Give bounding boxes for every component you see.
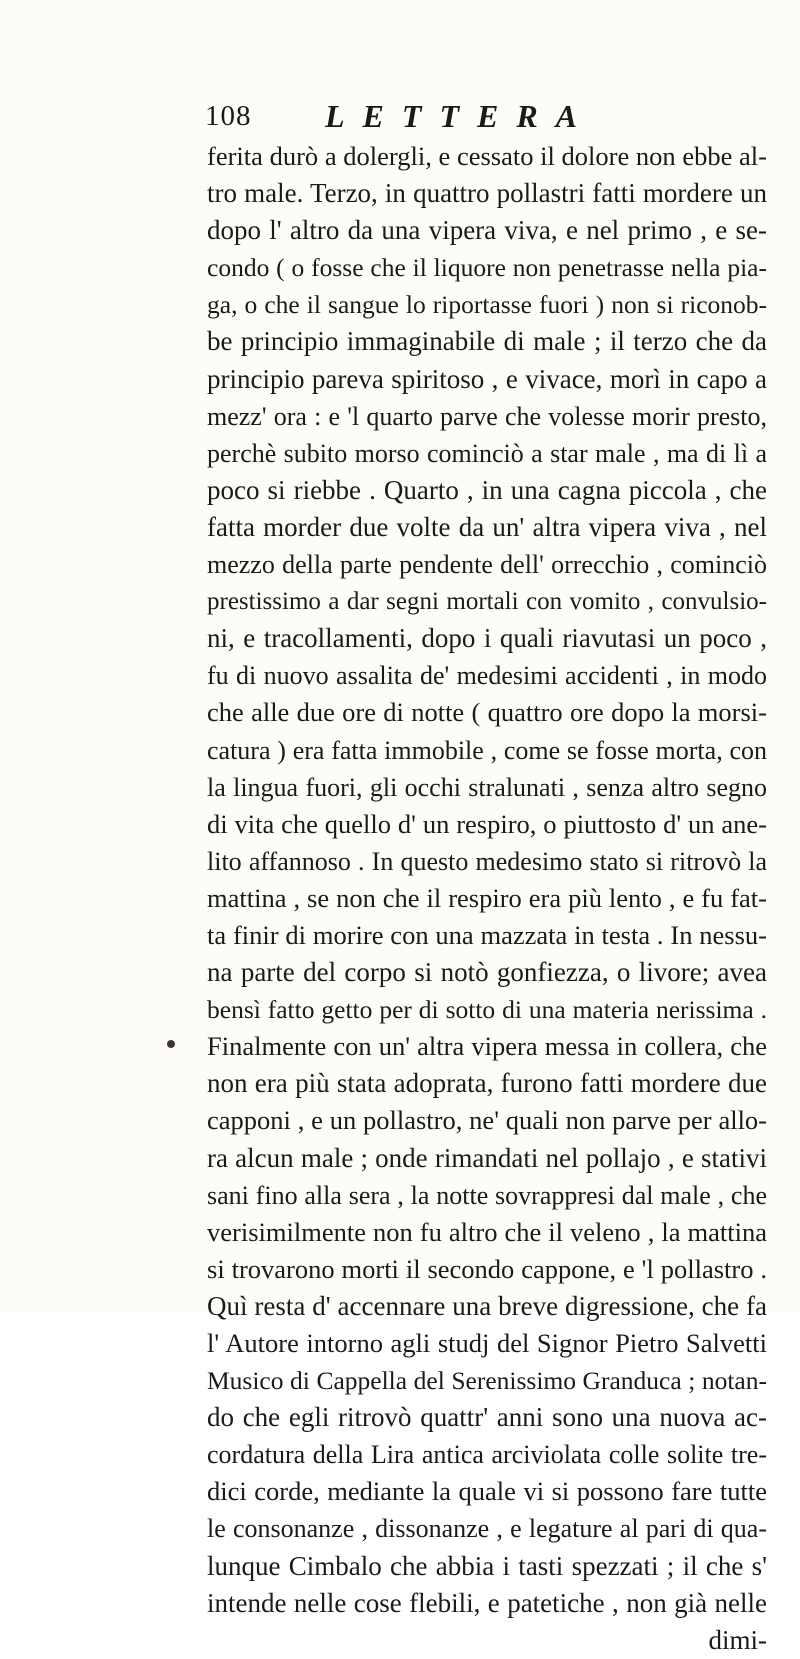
text-line: na parte del corpo si notò gonfiezza, o livore; avea	[207, 957, 767, 988]
margin-dot	[167, 1040, 175, 1048]
text-line: che alle due ore di notte ( quattro ore dopo la morsi-	[207, 697, 767, 728]
text-line: fatta morder due volte da un' altra vipera viva , nel	[207, 511, 767, 542]
text-line: mattina , se non che il respiro era più lento , e fu fat-	[207, 882, 767, 913]
text-line: sani fino alla sera , la notte sovrappresi dal male , che	[207, 1180, 767, 1210]
body-text	[207, 138, 767, 1659]
text-line: prestissimo a dar segni mortali con vomito , convulsio-	[207, 588, 767, 616]
text-line: le consonanze , dissonanze , e legature al pari di qua-	[207, 1514, 767, 1544]
text-line: tro male. Terzo, in quattro pollastri fatti mordere un	[207, 178, 767, 209]
text-line: ni, e tracollamenti, dopo i quali riavutasi un poco ,	[207, 623, 767, 654]
text-line: la lingua fuori, gli occhi stralunati , senza altro segno	[207, 772, 767, 802]
page-number: 108	[205, 100, 252, 132]
text-line: mezzo della parte pendente dell' orrecchio , cominciò	[207, 550, 767, 580]
text-line: dopo l' altro da una vipera viva, e nel primo , e se-	[207, 215, 767, 246]
text-line: principio pareva spiritoso , e vivace, morì in capo a	[207, 363, 767, 394]
page-header	[205, 98, 665, 138]
text-line: di vita che quello d' un respiro, o piuttosto d' un ane-	[207, 808, 767, 839]
text-line: intende nelle cose flebili, e patetiche , non già nelle	[207, 1587, 767, 1618]
text-line: Musico di Cappella del Serenissimo Granduca ; notan-	[207, 1366, 767, 1396]
text-line: poco si riebbe . Quarto , in una cagna piccola , che	[207, 474, 767, 505]
text-line: be principio immaginabile di male ; il terzo che da	[207, 326, 767, 357]
text-line: si trovarono morti il secondo cappone, e 'l pollastro .	[207, 1253, 767, 1284]
text-line: ferita durò a dolergli, e cessato il dolore non ebbe al-	[207, 141, 767, 171]
text-line: ta finir di morire con una mazzata in testa . In nessu-	[207, 919, 767, 950]
text-line: Quì resta d' accennare una breve digressione, che fa	[207, 1290, 767, 1321]
text-line: lunque Cimbalo che abbia i tasti spezzati ; il che s'	[207, 1550, 767, 1581]
text-line: cordatura della Lira antica arciviolata colle solite tre-	[207, 1440, 767, 1470]
text-line: ga, o che il sangue lo riportasse fuori ) non si riconob-	[207, 290, 767, 320]
text-line: mezz' ora : e 'l quarto parve che volesse morir presto,	[207, 401, 767, 431]
catchword: dimi-	[708, 1624, 767, 1655]
text-line: l' Autore intorno agli studj del Signor Pietro Salvetti	[207, 1328, 767, 1358]
text-line: condo ( o fosse che il liquore non penetrasse nella pia-	[207, 253, 767, 283]
text-line: catura ) era fatta immobile , come se fosse morta, con	[207, 735, 767, 765]
text-line: lito affannoso . In questo medesimo stato si ritrovò la	[207, 846, 767, 876]
text-line: dici corde, mediante la quale vi si possono fare tutte	[207, 1476, 767, 1507]
text-line: do che egli ritrovò quattr' anni sono una nuova ac-	[207, 1402, 767, 1433]
text-line: verisimilmente non fu altro che il veleno , la mattina	[207, 1216, 767, 1247]
text-line: bensì fatto getto per di sotto di una materia nerissima .	[207, 995, 767, 1025]
text-line: Finalmente con un' altra vipera messa in collera, che	[207, 1031, 767, 1062]
text-line: perchè subito morso cominciò a star male , ma di lì a	[207, 438, 767, 468]
running-title: LETTERA	[325, 98, 596, 134]
text-line: capponi , e un pollastro, ne' quali non parve per allo-	[207, 1105, 767, 1136]
text-line: fu di nuovo assalita de' medesimi accidenti , in modo	[207, 661, 767, 691]
text-line: non era più stata adoprata, furono fatti mordere due	[207, 1068, 767, 1099]
text-line: ra alcun male ; onde rimandati nel pollajo , e stativi	[207, 1142, 767, 1173]
